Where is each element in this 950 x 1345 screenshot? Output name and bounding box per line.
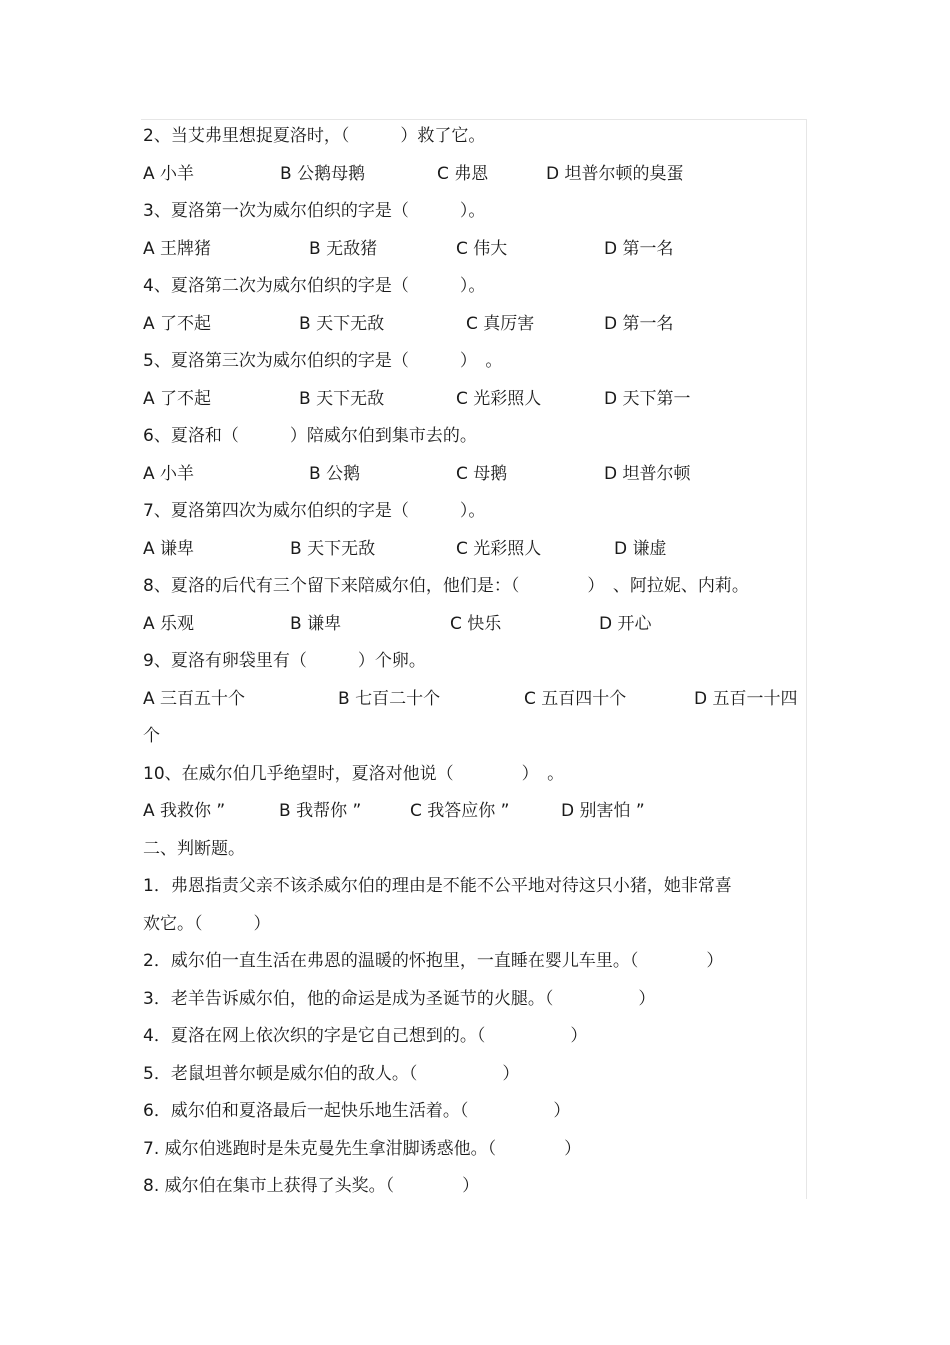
option-c: C 我答应你 ” <box>410 801 510 821</box>
option-a: A 谦卑 <box>143 538 195 559</box>
question-2-options <box>143 156 813 194</box>
question-10-stem: 10、在威尔伯几乎绝望时，夏洛对他说（ ） 。 <box>143 763 565 784</box>
judgment-item: 4．夏洛在网上依次织的字是它自己想到的。（ ） <box>143 1026 588 1046</box>
judgment-item: 2．威尔伯一直生活在弗恩的温暖的怀抱里，一直睡在婴儿车里。（ ） <box>143 951 724 971</box>
option-b: B 七百二十个 <box>338 688 441 709</box>
section-2-title: 二、判断题。 <box>143 838 245 859</box>
question-6-options <box>143 456 813 494</box>
option-a: A 小羊 <box>143 163 195 184</box>
question-10-options <box>143 793 813 831</box>
question-3-options <box>143 231 813 269</box>
question-9-options <box>143 681 813 719</box>
option-c: C 光彩照人 <box>456 388 542 409</box>
option-d: D 第一名 <box>604 313 674 334</box>
option-d: D 别害怕 ” <box>561 801 645 821</box>
option-c: C 母鹅 <box>456 463 508 484</box>
judgment-item: 欢它。（ ） <box>143 913 271 934</box>
question-2-stem: 2、当艾弗里想捉夏洛时，（ ）救了它。 <box>143 126 486 146</box>
option-c: C 伟大 <box>456 238 508 259</box>
worksheet-content <box>143 118 813 1206</box>
option-a: A 小羊 <box>143 463 195 484</box>
question-3-stem: 3、夏洛第一次为威尔伯织的字是（ ）。 <box>143 201 486 221</box>
option-b: B 天下无敌 <box>299 313 385 334</box>
option-d: D 第一名 <box>604 238 674 259</box>
question-9-stem: 9、夏洛有卵袋里有（ ）个卵。 <box>143 651 426 671</box>
question-6-stem: 6、夏洛和（ ）陪威尔伯到集市去的。 <box>143 426 477 446</box>
option-a: A 我救你 ” <box>143 801 226 821</box>
option-b: B 我帮你 ” <box>279 801 362 821</box>
option-b: B 天下无敌 <box>290 538 376 559</box>
option-d: D 坦普尔顿 <box>604 463 691 484</box>
option-b: B 公鹅 <box>309 463 361 484</box>
option-a: A 乐观 <box>143 613 195 634</box>
option-b: B 公鹅母鹅 <box>280 163 366 184</box>
option-c: C 五百四十个 <box>524 688 627 709</box>
judgment-item: 8. 威尔伯在集市上获得了头奖。（ ） <box>143 1176 480 1196</box>
option-d: D 开心 <box>599 613 652 634</box>
option-b: B 天下无敌 <box>299 388 385 409</box>
judgment-item: 6．威尔伯和夏洛最后一起快乐地生活着。（ ） <box>143 1101 571 1121</box>
option-b: B 无敌猪 <box>309 238 378 259</box>
option-a: A 了不起 <box>143 313 212 334</box>
question-8-options <box>143 606 813 644</box>
judgment-item: 5．老鼠坦普尔顿是威尔伯的敌人。（ ） <box>143 1063 520 1084</box>
option-b: B 谦卑 <box>290 613 342 634</box>
question-4-options <box>143 306 813 344</box>
option-a: A 三百五十个 <box>143 688 246 709</box>
question-5-stem: 5、夏洛第三次为威尔伯织的字是（ ） 。 <box>143 351 503 371</box>
judgment-item: 3．老羊告诉威尔伯，他的命运是成为圣诞节的火腿。（ ） <box>143 988 656 1009</box>
option-c: C 弗恩 <box>437 163 489 184</box>
option-c: C 光彩照人 <box>456 538 542 559</box>
question-8-stem: 8、夏洛的后代有三个留下来陪威尔伯，他们是：（ ） 、阿拉妮、内莉。 <box>143 576 749 596</box>
option-c: C 快乐 <box>450 613 502 634</box>
option-a: A 王牌猪 <box>143 238 212 259</box>
option-d: D 坦普尔顿的臭蛋 <box>546 163 684 184</box>
question-4-stem: 4、夏洛第二次为威尔伯织的字是（ ）。 <box>143 276 486 296</box>
option-d: D 五百一十四 <box>694 688 798 709</box>
question-7-stem: 7、夏洛第四次为威尔伯织的字是（ ）。 <box>143 501 486 521</box>
question-7-options <box>143 531 813 569</box>
option-d: D 谦虚 <box>614 538 667 559</box>
question-5-options <box>143 381 813 419</box>
option-c: C 真厉害 <box>466 313 535 334</box>
judgment-item: 7. 威尔伯逃跑时是朱克曼先生拿泔脚诱惑他。（ ） <box>143 1138 582 1159</box>
option-a: A 了不起 <box>143 388 212 409</box>
question-9-option-d-wrap: 个 <box>143 726 160 746</box>
option-d: D 天下第一 <box>604 388 691 409</box>
judgment-item: 1．弗恩指责父亲不该杀威尔伯的理由是不能不公平地对待这只小猪，她非常喜 <box>143 876 732 896</box>
